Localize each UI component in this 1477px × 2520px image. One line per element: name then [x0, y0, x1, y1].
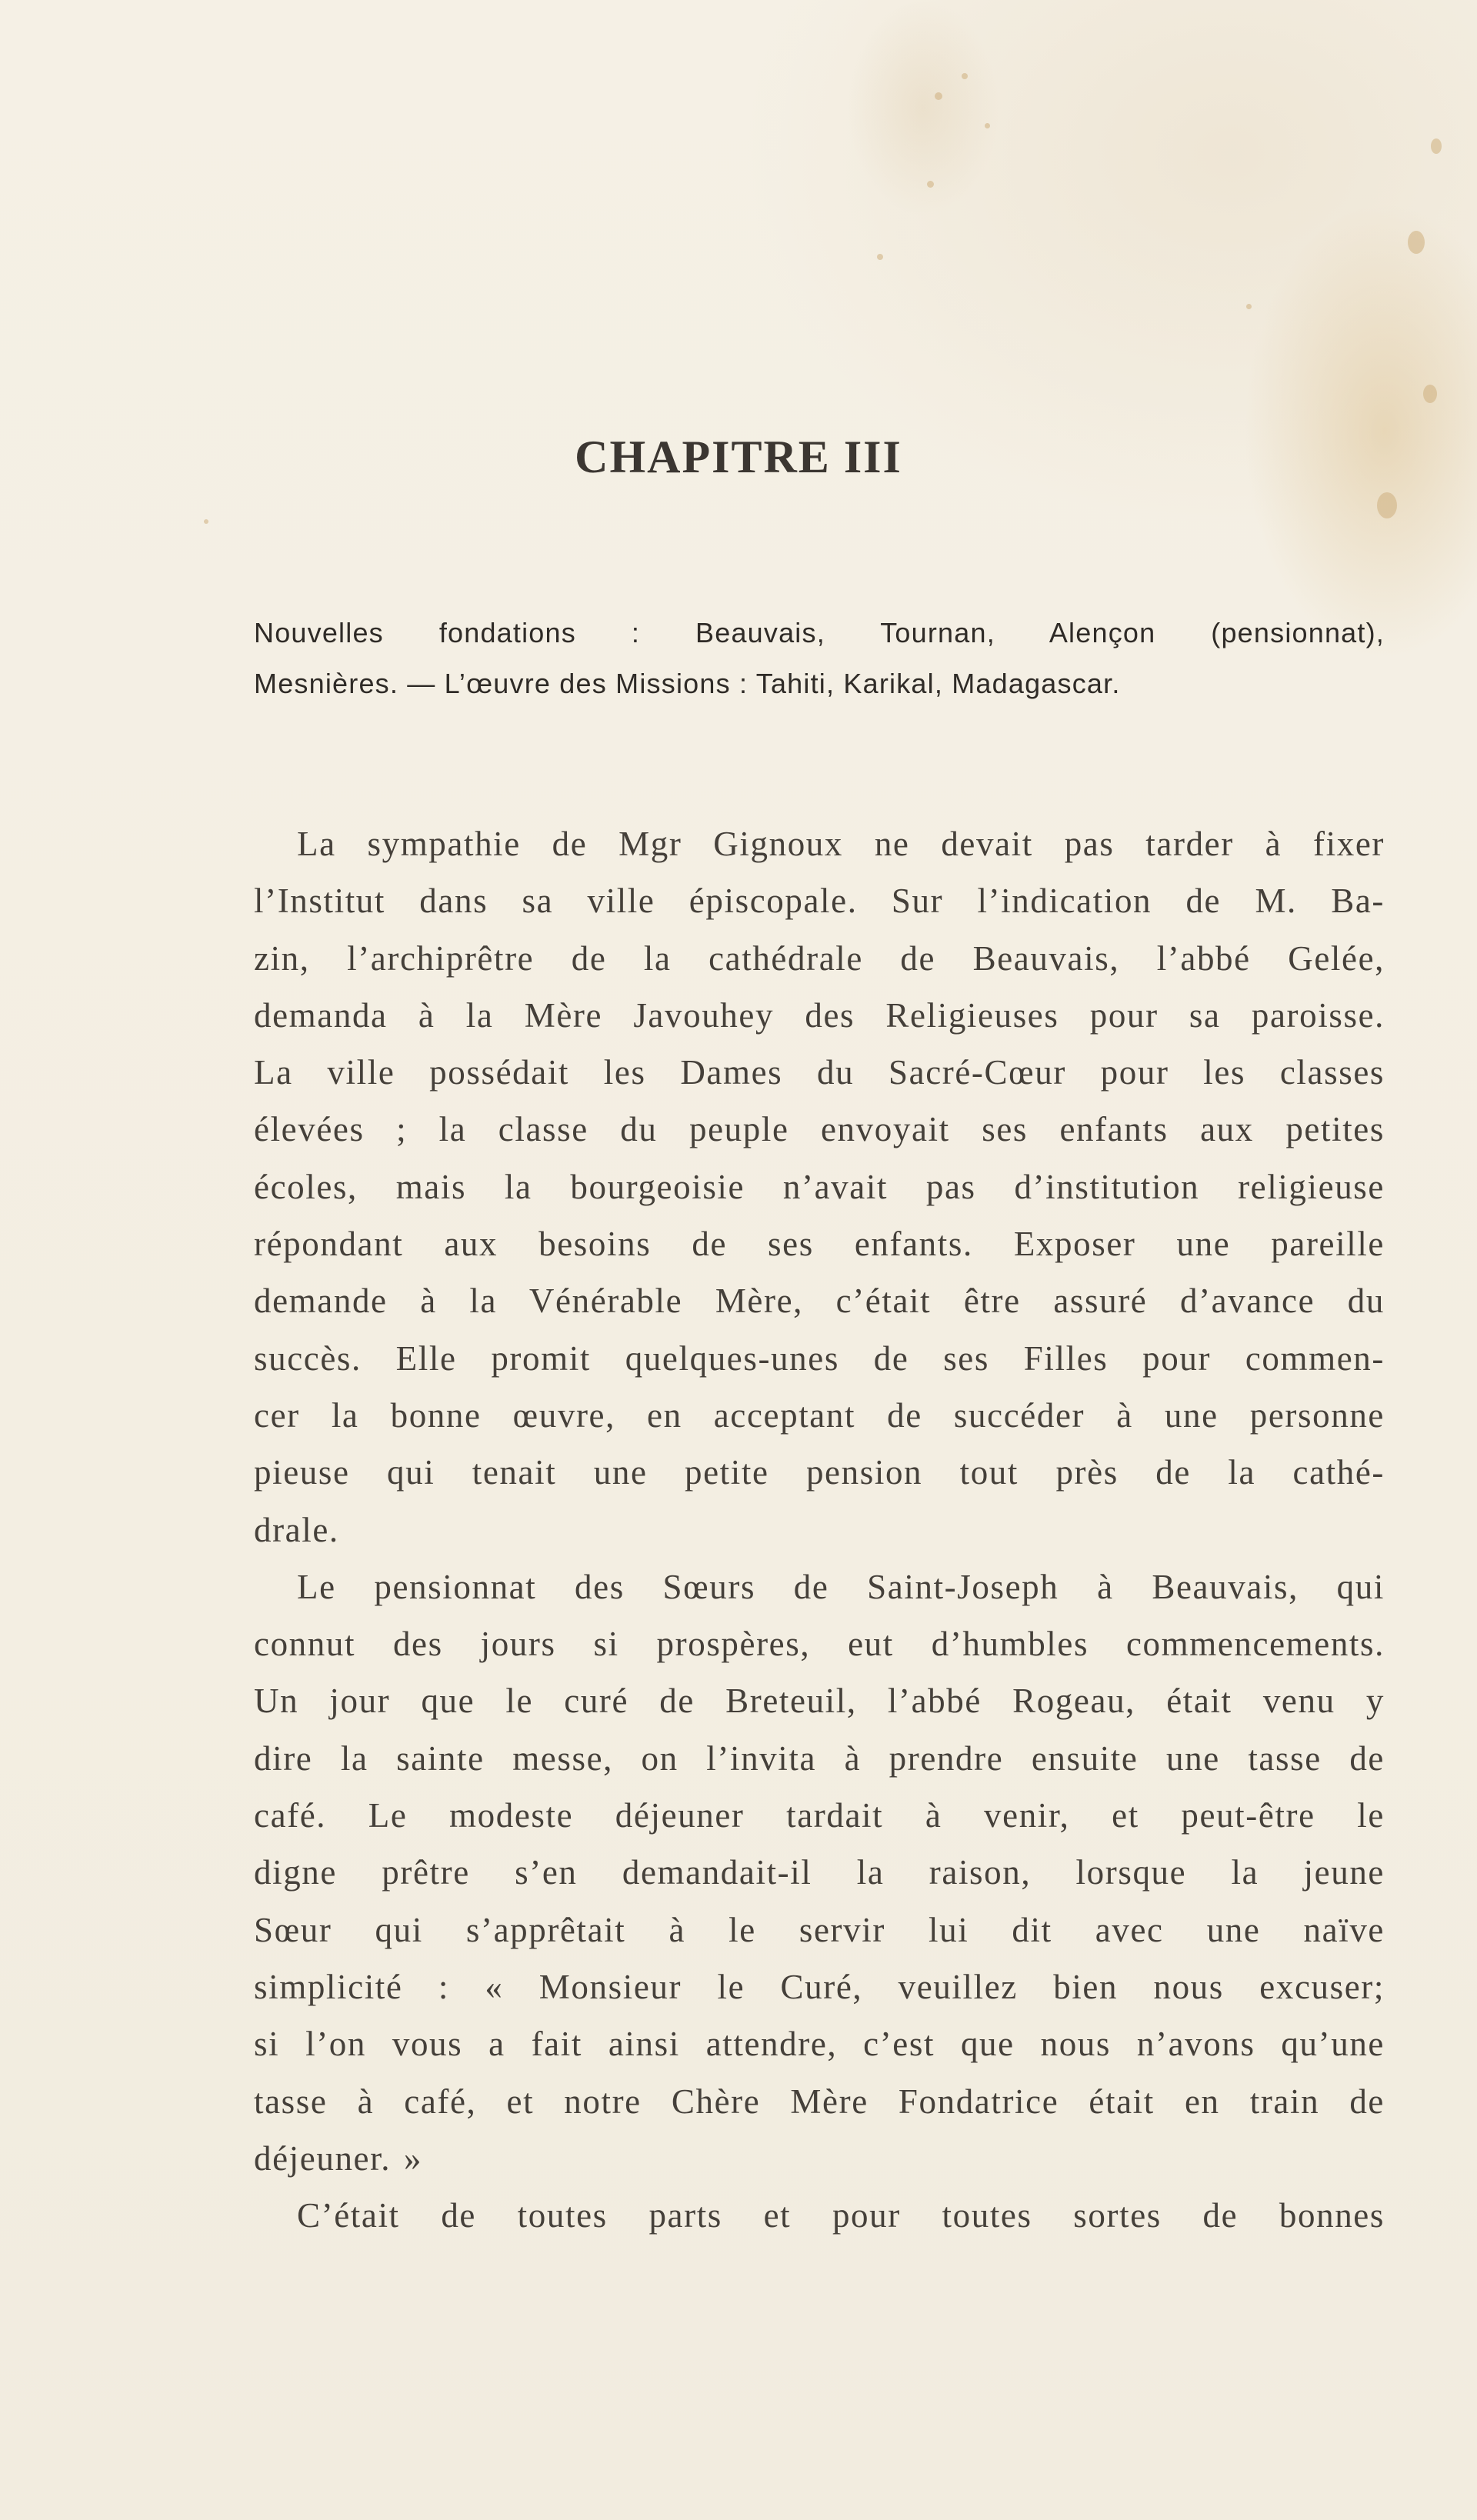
paper-stain — [1408, 231, 1425, 254]
text-line: déjeuner. » — [254, 2138, 423, 2178]
text-line: l’Institut dans sa ville épiscopale. Sur l’indication de M. Ba- — [254, 882, 1385, 921]
text-line: demanda à la Mère Javouhey des Religieuses pour sa paroisse. — [254, 995, 1385, 1035]
text-line: C’était de toutes parts et pour toutes sortes de bonnes — [297, 2196, 1385, 2235]
paper-stain — [877, 254, 883, 260]
paper-stain — [1423, 385, 1437, 403]
paper-stain — [935, 92, 942, 100]
text-line: tasse à café, et notre Chère Mère Fondatrice était en train de — [254, 2082, 1385, 2121]
text-line: digne prêtre s’en demandait-il la raison, lorsque la jeune — [254, 1853, 1385, 1892]
text-line: demande à la Vénérable Mère, c’était être assuré d’avance du — [254, 1282, 1385, 1321]
text-line: simplicité : « Monsieur le Curé, veuillez bien nous excuser; — [254, 1967, 1385, 2006]
summary-line: Nouvelles fondations : Beauvais, Tournan, Alençon (pensionnat), — [254, 617, 1385, 648]
text-line: drale. — [254, 1510, 339, 1549]
text-line: café. Le modeste déjeuner tardait à venir, et peut-être le — [254, 1796, 1385, 1835]
text-line: répondant aux besoins de ses enfants. Exposer une pareille — [254, 1225, 1385, 1264]
text-line: Sœur qui s’apprêtait à le servir lui dit avec une naïve — [254, 1910, 1385, 1949]
text-line: zin, l’archiprêtre de la cathédrale de Beauvais, l’abbé Gelée, — [254, 938, 1385, 978]
paper-stain — [1377, 492, 1397, 518]
text-line: élevées ; la classe du peuple envoyait ses enfants aux petites — [254, 1110, 1385, 1149]
chapter-summary — [254, 608, 1385, 709]
paper-stain — [985, 123, 990, 128]
text-line: cer la bonne œuvre, en acceptant de succéder à une personne — [254, 1395, 1385, 1435]
text-line: connut des jours si prospères, eut d’humbles commencements. — [254, 1625, 1385, 1664]
text-line: pieuse qui tenait une petite pension tout près de la cathé- — [254, 1453, 1385, 1492]
text-line: La ville possédait les Dames du Sacré-Cœur pour les classes — [254, 1053, 1385, 1092]
text-line: La sympathie de Mgr Gignoux ne devait pas tarder à fixer — [297, 825, 1385, 863]
paper-stain — [927, 181, 934, 188]
paper-stain — [1431, 138, 1442, 154]
paper-stain — [204, 519, 208, 524]
text-line: dire la sainte messe, on l’invita à prendre ensuite une tasse de — [254, 1738, 1385, 1778]
text-line: Un jour que le curé de Breteuil, l’abbé Rogeau, était venu y — [254, 1682, 1385, 1721]
text-line: Le pensionnat des Sœurs de Saint-Joseph à Beauvais, qui — [297, 1567, 1385, 1606]
paper-stain — [962, 73, 968, 79]
summary-line: Mesnières. — L’œuvre des Missions : Tahiti, Karikal, Madagascar. — [254, 668, 1121, 699]
body-text — [254, 815, 1385, 2244]
text-line: si l’on vous a fait ainsi attendre, c’est que nous n’avons qu’une — [254, 2025, 1385, 2064]
paper-stain — [1246, 304, 1252, 309]
text-line: écoles, mais la bourgeoisie n’avait pas d’institution religieuse — [254, 1167, 1385, 1206]
chapter-title: CHAPITRE III — [575, 432, 902, 482]
text-line: succès. Elle promit quelques-unes de ses Filles pour commen- — [254, 1338, 1385, 1378]
